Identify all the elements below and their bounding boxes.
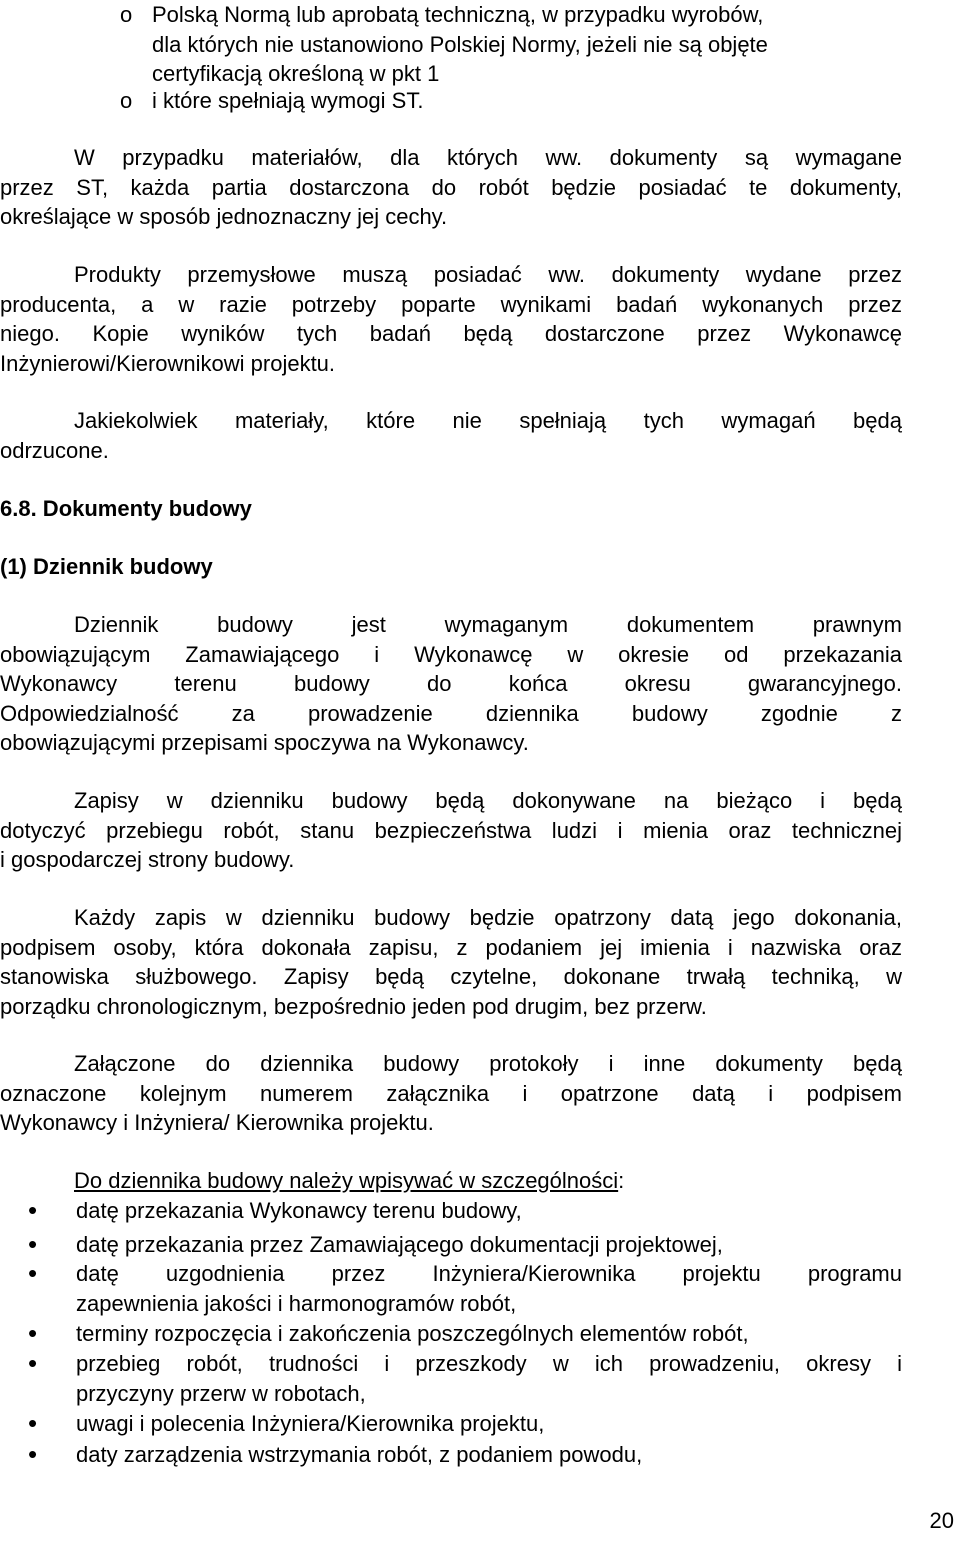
list-item — [0, 1349, 960, 1408]
text-line: stanowiska służbowego. Zapisy będą czytelne, dokonane trwałą techniką, w — [0, 964, 902, 989]
list-intro — [0, 1166, 960, 1196]
list-intro-colon: : — [618, 1168, 625, 1193]
list-item — [0, 86, 960, 116]
text-line: i gospodarczej strony budowy. — [0, 847, 295, 872]
text-line: Załączone do dziennika budowy protokoły i inne dokumenty będą — [74, 1051, 902, 1076]
paragraph-products — [0, 260, 960, 378]
bullet-icon: • — [28, 1229, 38, 1259]
text-line: certyfikacją określoną w pkt 1 — [152, 61, 440, 86]
section-heading: 6.8. Dokumenty budowy — [0, 496, 252, 521]
text-line: dotyczyć przebiegu robót, stanu bezpieczeństwa ludzi i mienia oraz technicznej — [0, 817, 902, 843]
circle-bullet-icon: o — [120, 2, 133, 27]
text-line: Wykonawcy i Inżyniera/ Kierownika projektu. — [0, 1110, 434, 1135]
text-line: porządku chronologicznym, bezpośrednio jeden pod drugim, bez przerw. — [0, 993, 707, 1019]
text-line: obowiązującymi przepisami spoczywa na Wykonawcy. — [0, 730, 529, 755]
page-number: 20 — [929, 1508, 954, 1533]
text-line: terminy rozpoczęcia i zakończenia poszczególnych elementów robót, — [76, 1321, 749, 1346]
text-line: dla których nie ustanowiono Polskiej Normy, jeżeli nie są objęte — [152, 31, 768, 57]
text-line: Polską Normą lub aprobatą techniczną, w przypadku wyrobów, — [152, 2, 764, 27]
bullet-icon: • — [28, 1439, 38, 1469]
text-line: W przypadku materiałów, dla których ww. dokumenty są wymagane — [74, 145, 902, 170]
text-line: datę przekazania przez Zamawiającego dokumentacji projektowej, — [76, 1232, 723, 1257]
list-item — [0, 1196, 960, 1226]
paragraph-diary-1 — [0, 610, 960, 758]
bullet-icon: • — [28, 1318, 38, 1348]
text-line: datę uzgodnienia przez Inżyniera/Kierownika projektu programu — [76, 1261, 902, 1286]
bullet-icon: • — [28, 1408, 38, 1438]
text-line: niego. Kopie wyników tych badań będą dostarczone przez Wykonawcę — [0, 321, 902, 346]
list-item — [0, 1319, 960, 1349]
text-line: przebieg robót, trudności i przeszkody w ich prowadzeniu, okresy i — [76, 1351, 902, 1376]
paragraph-diary-3 — [0, 903, 960, 1021]
bullet-icon: • — [28, 1348, 38, 1378]
text-line: uwagi i polecenia Inżyniera/Kierownika projektu, — [76, 1411, 545, 1436]
list-item — [0, 1440, 960, 1470]
text-line: Wykonawcy terenu budowy do końca okresu gwarancyjnego. — [0, 671, 902, 696]
paragraph-diary-4 — [0, 1049, 960, 1138]
paragraph-diary-2 — [0, 786, 960, 875]
bullet-icon: • — [28, 1258, 38, 1288]
bullet-icon: • — [28, 1195, 38, 1225]
text-line: podpisem osoby, która dokonała zapisu, z podaniem jej imienia i nazwiska oraz — [0, 934, 902, 960]
text-line: daty zarządzenia wstrzymania robót, z podaniem powodu, — [76, 1442, 643, 1467]
text-line: Dziennik budowy jest wymaganym dokumentem prawnym — [74, 612, 902, 637]
text-line: datę przekazania Wykonawcy terenu budowy, — [76, 1198, 522, 1223]
text-line: Produkty przemysłowe muszą posiadać ww. dokumenty wydane przez — [74, 262, 902, 287]
text-line: zapewnienia jakości i harmonogramów robót, — [76, 1290, 517, 1316]
paragraph-materials — [0, 143, 960, 232]
text-line: Odpowiedzialność za prowadzenie dziennika budowy zgodnie z — [0, 700, 902, 726]
text-line: oznaczone kolejnym numerem załącznika i opatrzone datą i podpisem — [0, 1080, 902, 1106]
text-line: Jakiekolwiek materiały, które nie spełniają tych wymagań będą — [74, 408, 902, 433]
text-line: i które spełniają wymogi ST. — [152, 88, 424, 113]
text-line: Każdy zapis w dzienniku budowy będzie opatrzony datą jego dokonania, — [74, 905, 902, 930]
text-line: Inżynierowi/Kierownikowi projektu. — [0, 350, 336, 376]
list-item — [0, 0, 960, 89]
text-line: przez ST, każda partia dostarczona do robót będzie posiadać te dokumenty, — [0, 174, 902, 200]
list-item — [0, 1409, 960, 1439]
text-line: producenta, a w razie potrzeby poparte wynikami badań wykonanych przez — [0, 291, 902, 317]
text-line: odrzucone. — [0, 437, 109, 463]
text-line: obowiązującym Zamawiającego i Wykonawcę w okresie od przekazania — [0, 641, 902, 667]
paragraph-rejected — [0, 406, 960, 465]
list-item — [0, 1230, 960, 1260]
circle-bullet-icon: o — [120, 88, 133, 113]
text-line: Zapisy w dzienniku budowy będą dokonywane na bieżąco i będą — [74, 788, 902, 813]
list-item — [0, 1259, 960, 1318]
text-line: przyczyny przerw w robotach, — [76, 1380, 366, 1406]
list-intro-text: Do dziennika budowy należy wpisywać w szczególności — [74, 1168, 619, 1193]
text-line: określające w sposób jednoznaczny jej cechy. — [0, 204, 448, 229]
subsection-heading: (1) Dziennik budowy — [0, 554, 213, 579]
